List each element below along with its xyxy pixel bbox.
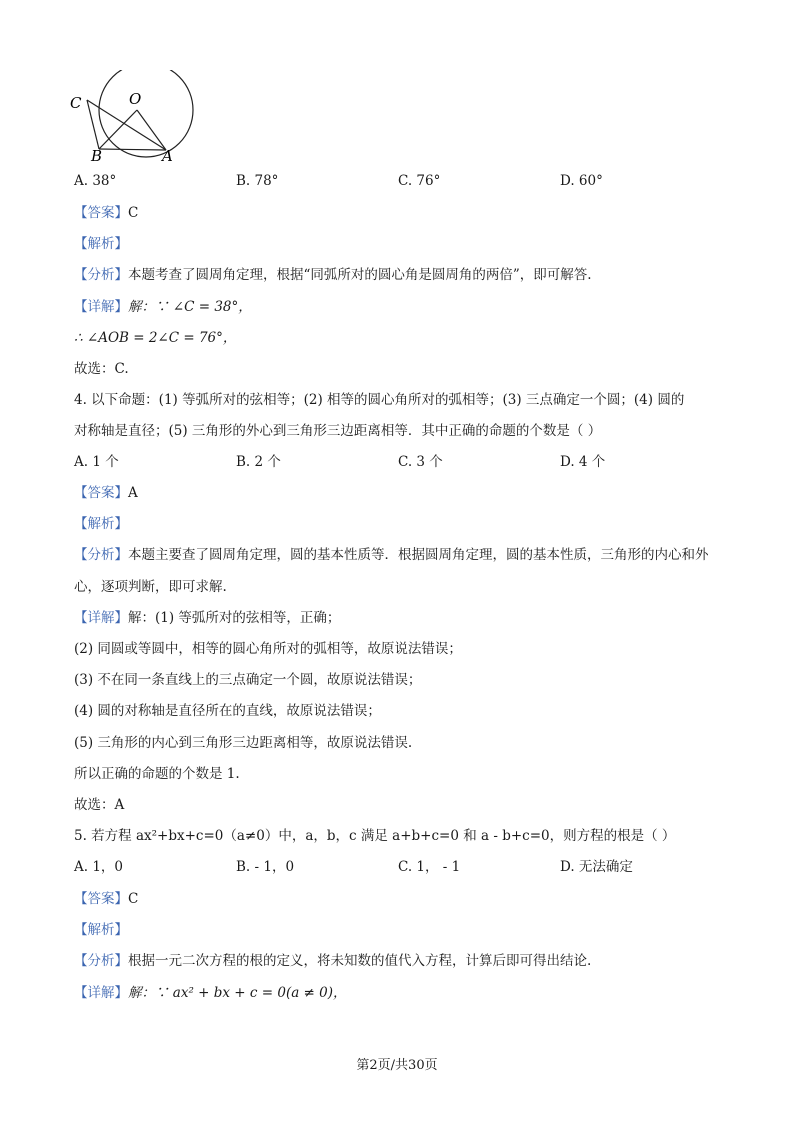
- q5-option-b: B. - 1，0: [236, 859, 295, 875]
- q4-count: 所以正确的命题的个数是 1.: [74, 766, 240, 782]
- answer-tag: 【答案】: [74, 485, 128, 501]
- fenxi-tag: 【分析】: [74, 267, 128, 283]
- answer-tag: 【答案】: [74, 205, 128, 221]
- answer-value: A: [128, 485, 138, 501]
- q4-fenxi-line1: [74, 546, 709, 564]
- fenxi-tag: 【分析】: [74, 547, 128, 563]
- q4-item-2: (2) 同圆或等圆中，相等的圆心角所对的弧相等，故原说法错误；: [74, 641, 462, 657]
- q4-stem-line1: 4. 以下命题：(1) 等弧所对的弦相等；(2) 相等的圆心角所对的弧相等；(3) 三点确定一个圆；(4) 圆的: [74, 392, 685, 408]
- q3-option-c: C. 76°: [398, 173, 441, 189]
- label-a: A: [162, 147, 173, 162]
- q5-option-c: C. 1， - 1: [398, 859, 461, 875]
- q3-step: ∴ ∠AOB = 2∠C = 76°，: [74, 330, 237, 346]
- segment-ca: [87, 100, 166, 150]
- q5-fenxi: [74, 952, 591, 970]
- segment-ob: [99, 110, 137, 149]
- answer-tag: 【答案】: [74, 891, 128, 907]
- xiangjie-text: 解：(1) 等弧所对的弦相等，正确；: [128, 610, 341, 626]
- fenxi-tag: 【分析】: [74, 953, 128, 969]
- q4-stem-line2: 对称轴是直径；(5) 三角形的外心到三角形三边距离相等．其中正确的命题的个数是（ ）: [74, 423, 602, 439]
- q4-option-b: B. 2 个: [236, 454, 281, 470]
- q3-answer: [74, 204, 138, 222]
- q5-stem: 5. 若方程 ax²+bx+c=0（a≠0）中，a，b，c 满足 a+b+c=0 和 a - b+c=0，则方程的根是（ ）: [74, 828, 676, 844]
- q4-answer: [74, 484, 138, 502]
- q3-fenxi: [74, 266, 592, 284]
- q3-option-d: D. 60°: [560, 173, 603, 189]
- q3-option-a: A. 38°: [74, 173, 117, 189]
- q4-option-d: D. 4 个: [560, 454, 606, 470]
- xiangjie-tag: 【详解】: [74, 610, 128, 626]
- xiangjie-text: 解：∵ ∠C = 38°，: [128, 299, 252, 315]
- label-b: B: [91, 147, 103, 162]
- q5-option-a: A. 1，0: [74, 859, 124, 875]
- fenxi-text: 本题主要查了圆周角定理，圆的基本性质等．根据圆周角定理，圆的基本性质，三角形的内心和外: [128, 547, 709, 563]
- q4-item-3: (3) 不在同一条直线上的三点确定一个圆，故原说法错误；: [74, 672, 422, 688]
- q4-option-a: A. 1 个: [74, 454, 119, 470]
- xiangjie-text: 解：∵ ax² + bx + c = 0(a ≠ 0)，: [128, 985, 347, 1001]
- q4-option-c: C. 3 个: [398, 454, 443, 470]
- segment-ba: [99, 149, 166, 150]
- q5-option-d: D. 无法确定: [560, 859, 633, 875]
- segment-cb: [87, 100, 99, 149]
- q4-fenxi-line2: 心，逐项判断，即可求解.: [74, 579, 227, 595]
- q4-choice: 故选：A: [74, 797, 125, 813]
- label-o: O: [129, 90, 142, 108]
- q3-choice: 故选：C.: [74, 361, 129, 377]
- q3-option-b: B. 78°: [236, 173, 279, 189]
- xiangjie-tag: 【详解】: [74, 985, 128, 1001]
- page-footer: 第2页/共30页: [356, 1058, 438, 1073]
- xiangjie-tag: 【详解】: [74, 299, 128, 315]
- fenxi-text: 本题考查了圆周角定理，根据“同弧所对的圆心角是圆周角的两倍”，即可解答.: [128, 267, 592, 283]
- q4-item-5: (5) 三角形的内心到三角形三边距离相等，故原说法错误.: [74, 735, 413, 751]
- answer-value: C: [128, 205, 139, 221]
- segment-oa: [137, 110, 166, 150]
- circle-outline: [99, 70, 193, 157]
- answer-value: C: [128, 891, 139, 907]
- q5-xiangjie: [74, 984, 347, 1002]
- fenxi-text: 根据一元二次方程的根的定义，将未知数的值代入方程，计算后即可得出结论.: [128, 953, 592, 969]
- label-c: C: [70, 94, 82, 112]
- q4-xiangjie: [74, 609, 340, 627]
- q4-jiexi: 【解析】: [74, 516, 128, 532]
- q3-xiangjie: [74, 298, 252, 316]
- q5-jiexi: 【解析】: [74, 922, 128, 938]
- circle-figure: [66, 70, 196, 162]
- q4-item-4: (4) 圆的对称轴是直径所在的直线，故原说法错误；: [74, 703, 381, 719]
- q5-answer: [74, 890, 138, 908]
- q3-jiexi: 【解析】: [74, 236, 128, 252]
